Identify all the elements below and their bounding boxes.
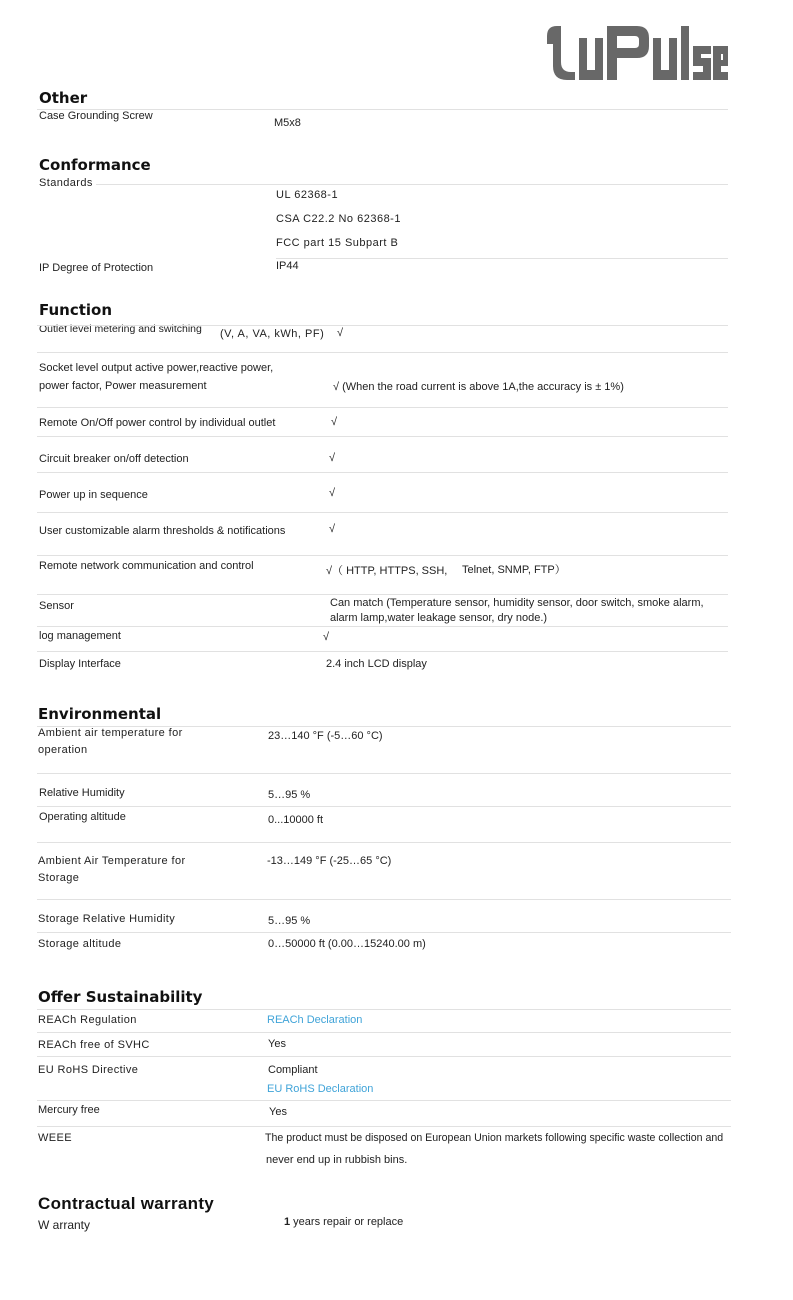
spec-value: [284, 1216, 403, 1228]
section-title-function: Function: [39, 301, 113, 319]
divider: [37, 436, 728, 437]
spec-value: 5…95 %: [268, 789, 311, 801]
divider: [37, 932, 731, 933]
divider: [37, 626, 728, 627]
spec-label: EU RoHS Directive: [38, 1064, 139, 1076]
spec-value: √ (When the road current is above 1A,the accuracy is ± 1%): [333, 381, 624, 393]
check-mark: √: [323, 631, 330, 643]
spec-label: Power up in sequence: [39, 489, 148, 501]
divider: [276, 258, 728, 259]
spec-value: 5…95 %: [268, 915, 311, 927]
spec-value: Yes: [268, 1038, 286, 1050]
spec-label: log management: [39, 630, 121, 642]
spec-label: Case Grounding Screw: [39, 110, 153, 122]
section-title-other: Other: [39, 89, 88, 107]
divider: [37, 1032, 731, 1033]
check-mark: √: [329, 452, 336, 464]
standard-item: UL 62368-1: [276, 189, 339, 201]
spec-label: Socket level output active power,reactive power,: [39, 362, 274, 374]
spec-label: Outlet level metering and switching: [39, 323, 202, 335]
reach-declaration-link[interactable]: REACh Declaration: [267, 1014, 363, 1026]
spec-extra: (V, A, VA, kWh, PF): [220, 328, 325, 340]
eu-rohs-declaration-link[interactable]: EU RoHS Declaration: [267, 1083, 374, 1095]
section-title-environmental: Environmental: [38, 705, 162, 723]
spec-value: 23…140 °F (-5…60 °C): [268, 730, 383, 742]
spec-label: operation: [38, 744, 88, 756]
section-title-warranty: Contractual warranty: [38, 1194, 215, 1213]
divider: [37, 1126, 731, 1127]
warranty-text: years repair or replace: [290, 1216, 404, 1228]
divider: [37, 651, 728, 652]
divider: [37, 555, 728, 556]
spec-label: Remote network communication and control: [39, 560, 254, 572]
standard-item: CSA C22.2 No 62368-1: [276, 213, 401, 225]
spec-label: Operating altitude: [39, 811, 126, 823]
spec-label: REACh free of SVHC: [38, 1039, 150, 1051]
divider: [96, 184, 728, 185]
standard-item: FCC part 15 Subpart B: [276, 237, 399, 249]
spec-label: W arranty: [38, 1218, 91, 1232]
spec-value: Compliant: [268, 1064, 318, 1076]
spec-value: Yes: [269, 1106, 287, 1118]
spec-value: √（ HTTP, HTTPS, SSH,: [326, 565, 448, 577]
divider: [37, 842, 731, 843]
check-mark: √: [329, 487, 336, 499]
spec-value: never end up in rubbish bins.: [266, 1154, 408, 1166]
divider: [37, 594, 728, 595]
spec-label: Display Interface: [39, 658, 121, 670]
section-title-conformance: Conformance: [39, 156, 151, 174]
spec-label: Standards: [39, 177, 93, 189]
spec-value: 0…50000 ft (0.00…15240.00 m): [268, 938, 426, 950]
spec-label: Sensor: [39, 600, 74, 612]
check-mark: √: [337, 327, 344, 339]
spec-value: Can match (Temperature sensor, humidity sensor, door switch, smoke alarm,: [330, 597, 704, 609]
spec-label: Ambient Air Temperature for: [38, 855, 186, 867]
supulse-logo: [545, 24, 728, 80]
spec-value: Telnet, SNMP, FTP）: [462, 564, 566, 576]
spec-label: IP Degree of Protection: [39, 262, 154, 274]
spec-label: User customizable alarm thresholds & notifications: [39, 525, 286, 537]
spec-value: 0...10000 ft: [268, 814, 324, 826]
logo-text: SuPulse: [545, 24, 549, 25]
spec-label: Remote On/Off power control by individual outlet: [39, 417, 276, 429]
spec-label: REACh Regulation: [38, 1014, 137, 1026]
spec-label: Mercury free: [38, 1104, 100, 1116]
spec-value: IP44: [276, 260, 299, 272]
divider: [37, 1056, 731, 1057]
divider: [37, 352, 728, 353]
spec-label: Relative Humidity: [39, 787, 125, 799]
spec-label: Storage altitude: [38, 938, 122, 950]
warranty-years: 1: [284, 1216, 291, 1228]
divider: [37, 1100, 731, 1101]
divider: [37, 773, 731, 774]
divider: [37, 806, 731, 807]
divider: [37, 472, 728, 473]
check-mark: √: [331, 416, 338, 428]
spec-value: alarm lamp,water leakage sensor, dry node.): [330, 612, 548, 624]
spec-value: -13…149 °F (-25…65 °C): [267, 855, 392, 867]
spec-label: WEEE: [38, 1132, 72, 1144]
divider: [37, 899, 731, 900]
spec-label: Circuit breaker on/off detection: [39, 453, 189, 465]
divider: [37, 512, 728, 513]
section-title-sustainability: Offer Sustainability: [38, 988, 203, 1006]
divider: [37, 325, 728, 326]
spec-value: The product must be disposed on European Union markets following specific waste collection and: [265, 1132, 724, 1144]
spec-label: power factor, Power measurement: [39, 380, 207, 392]
spec-label: Ambient air temperature for: [38, 727, 183, 739]
spec-value: 2.4 inch LCD display: [326, 658, 427, 670]
spec-label: Storage Relative Humidity: [38, 913, 176, 925]
divider: [37, 407, 728, 408]
spec-value: M5x8: [274, 117, 301, 129]
divider: [37, 1009, 731, 1010]
check-mark: √: [329, 523, 336, 535]
spec-label: Storage: [38, 872, 80, 884]
